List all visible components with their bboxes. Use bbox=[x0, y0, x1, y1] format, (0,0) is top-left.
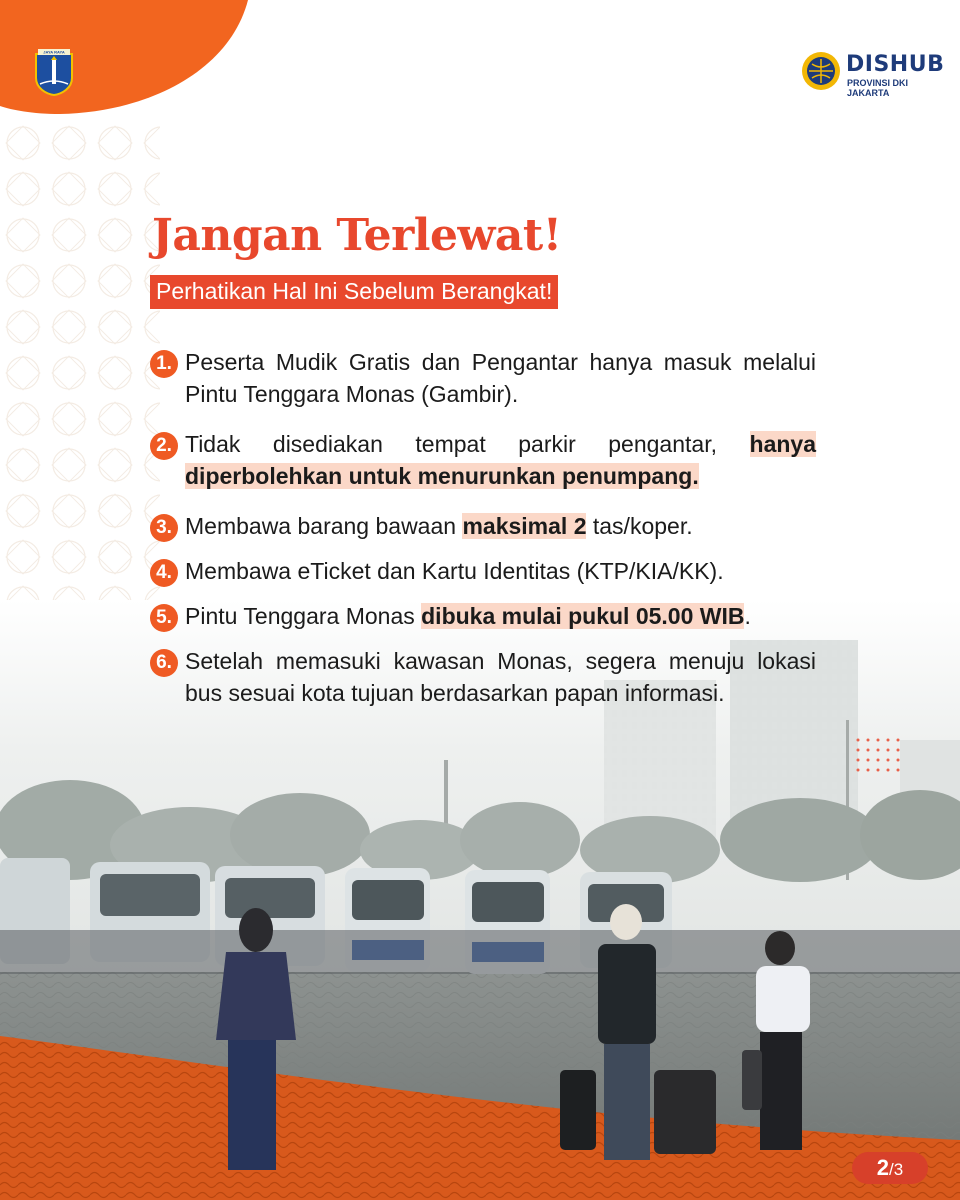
step-number: 3. bbox=[150, 514, 178, 542]
step-number: 2. bbox=[150, 432, 178, 460]
list-item bbox=[150, 510, 816, 542]
subheadline: Perhatikan Hal Ini Sebelum Berangkat! bbox=[150, 275, 558, 309]
page-indicator bbox=[852, 1152, 928, 1184]
step-number: 6. bbox=[150, 649, 178, 677]
highlight-text: dibuka mulai pukul 05.00 WIB bbox=[421, 603, 745, 629]
headline: Jangan Terlewat! bbox=[152, 210, 562, 261]
dishub-subtitle: PROVINSI DKI JAKARTA bbox=[847, 78, 909, 98]
step-text: Tidak disediakan tempat parkir pengantar, hanya diperbolehkan untuk menurunkan penumpang. bbox=[185, 431, 816, 489]
page-total: /3 bbox=[889, 1160, 904, 1179]
list-item bbox=[150, 555, 816, 587]
steps-list bbox=[150, 346, 816, 722]
dishub-brand bbox=[800, 48, 945, 98]
list-item bbox=[150, 600, 816, 632]
step-text: Peserta Mudik Gratis dan Pengantar hanya masuk melalui Pintu Tenggara Monas (Gambir). bbox=[185, 349, 816, 407]
step-text: Pintu Tenggara Monas dibuka mulai pukul 05.00 WIB. bbox=[185, 603, 751, 629]
list-item bbox=[150, 346, 816, 410]
dishub-emblem-icon bbox=[800, 50, 842, 92]
highlight-text: maksimal 2 bbox=[462, 513, 587, 539]
step-text: Setelah memasuki kawasan Monas, segera menuju lokasi bus sesuai kota tujuan berdasarkan papan informasi. bbox=[185, 648, 816, 706]
step-text: Membawa eTicket dan Kartu Identitas (KTP/KIA/KK). bbox=[185, 558, 724, 584]
jakarta-logo-text: JAYA RAYA bbox=[43, 49, 65, 55]
dishub-name: DISHUB bbox=[846, 52, 945, 77]
step-number: 5. bbox=[150, 604, 178, 632]
page-current: 2 bbox=[876, 1155, 890, 1180]
jakarta-emblem-icon bbox=[34, 48, 74, 96]
list-item bbox=[150, 428, 816, 492]
step-text: Membawa barang bawaan maksimal 2 tas/koper. bbox=[185, 513, 693, 539]
highlight-text: hanya diperbolehkan untuk menurunkan penumpang. bbox=[185, 431, 816, 489]
step-number: 1. bbox=[150, 350, 178, 378]
step-number: 4. bbox=[150, 559, 178, 587]
list-item bbox=[150, 645, 816, 709]
